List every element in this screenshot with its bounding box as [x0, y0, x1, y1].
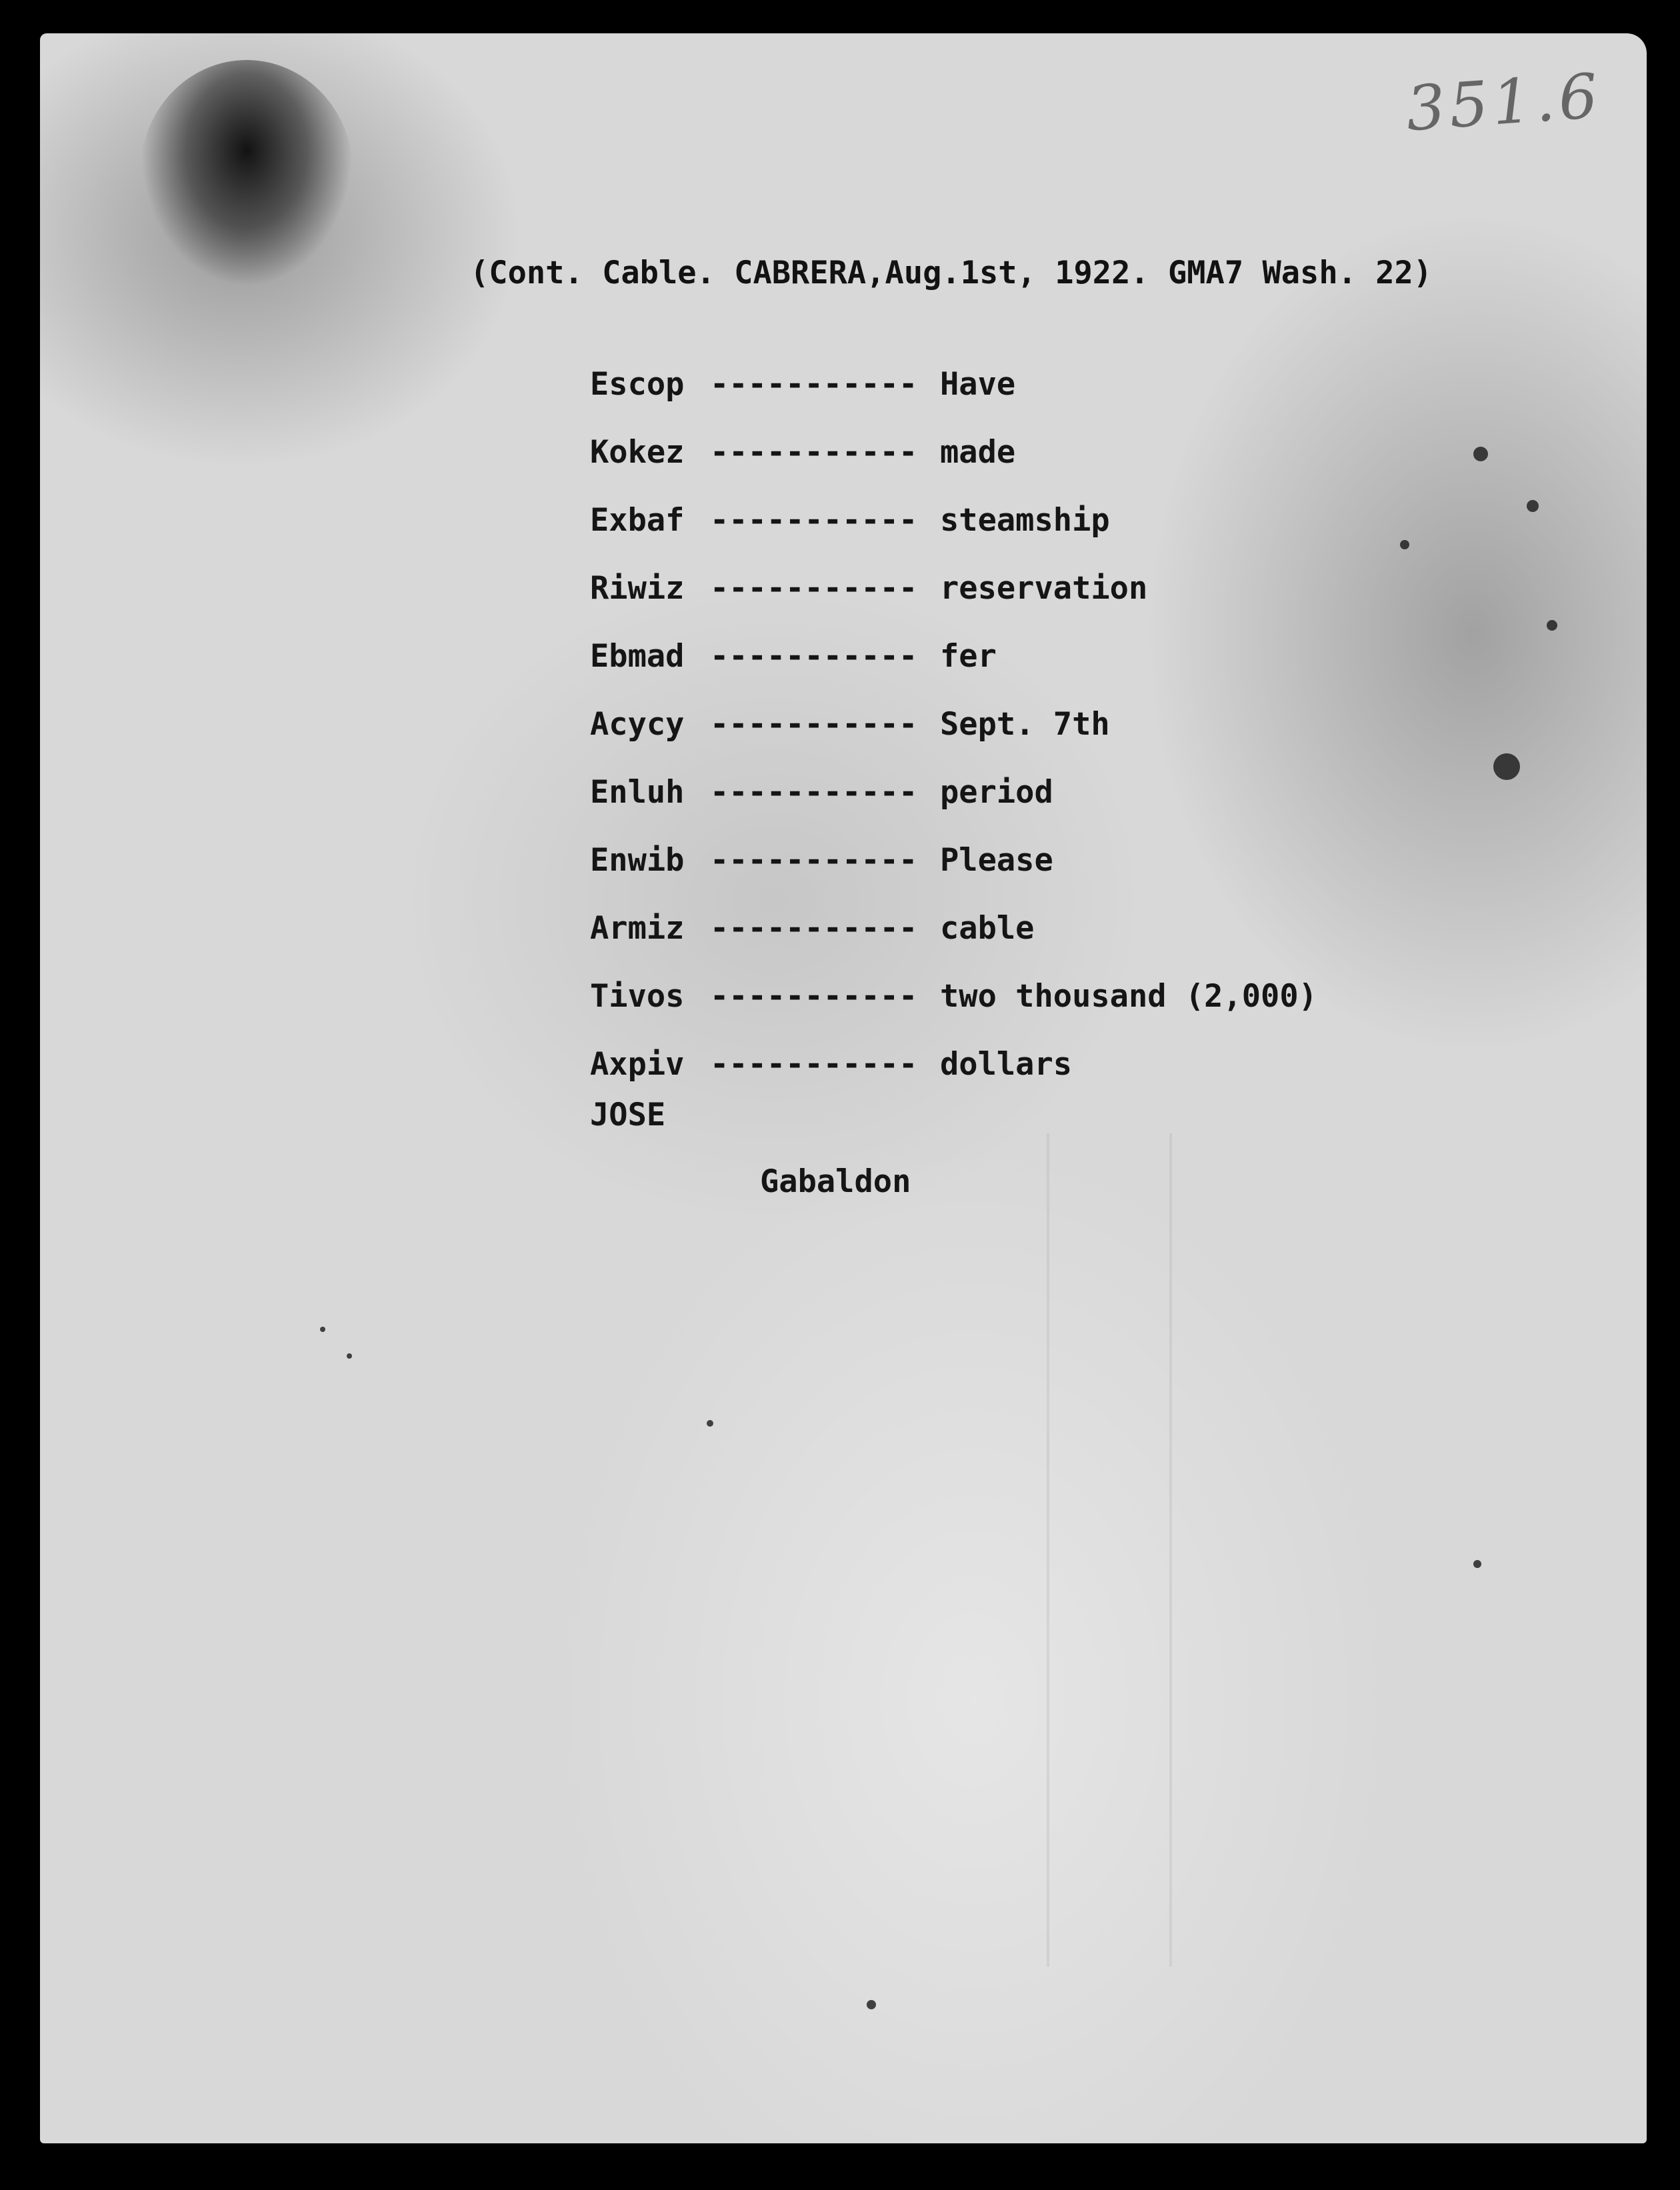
- dash-leader: -----------: [710, 637, 918, 675]
- dash-leader: -----------: [710, 365, 918, 403]
- code-meaning: Please: [940, 841, 1053, 879]
- code-row: [590, 554, 1490, 622]
- dash-leader: -----------: [710, 433, 918, 471]
- code-row: [590, 350, 1490, 418]
- code-row: [590, 894, 1490, 962]
- dash-leader: -----------: [710, 569, 918, 607]
- code-meaning: fer: [940, 637, 997, 675]
- speck: [1527, 500, 1539, 512]
- code-word: Enwib: [590, 841, 685, 879]
- code-word: Kokez: [590, 433, 685, 471]
- code-meaning: Sept. 7th: [940, 705, 1110, 743]
- code-word: Axpiv: [590, 1045, 685, 1083]
- code-word: Tivos: [590, 977, 685, 1015]
- dash-leader: -----------: [710, 977, 918, 1015]
- code-row: [590, 758, 1490, 826]
- code-meaning: Have: [940, 365, 1016, 403]
- cable-heading: (Cont. Cable. CABRERA,Aug.1st, 1922. GMA7 Wash. 22): [470, 255, 1433, 291]
- code-word: Exbaf: [590, 501, 685, 539]
- dash-leader: -----------: [710, 705, 918, 743]
- code-word: Riwiz: [590, 569, 685, 607]
- folio-annotation: 351.6: [1403, 60, 1604, 145]
- code-word: Acycy: [590, 705, 685, 743]
- speck: [1473, 1560, 1481, 1568]
- code-row: [590, 418, 1490, 486]
- code-row: [590, 1030, 1490, 1098]
- code-row: [590, 962, 1490, 1030]
- ink-stain: [140, 60, 353, 287]
- speck: [320, 1327, 325, 1332]
- paper-watermark: [1047, 1133, 1172, 1967]
- code-meaning: steamship: [940, 501, 1110, 539]
- code-meaning: dollars: [940, 1045, 1073, 1083]
- signature-first-name: JOSE: [590, 1097, 666, 1133]
- code-row: [590, 690, 1490, 758]
- dash-leader: -----------: [710, 841, 918, 879]
- code-meaning: cable: [940, 909, 1035, 947]
- code-word: Escop: [590, 365, 685, 403]
- dash-leader: -----------: [710, 909, 918, 947]
- speck: [1493, 753, 1520, 780]
- code-row: [590, 622, 1490, 690]
- signature-last-name: Gabaldon: [760, 1163, 911, 1200]
- code-meaning: two thousand (2,000): [940, 977, 1317, 1015]
- code-word: Armiz: [590, 909, 685, 947]
- code-list: [590, 350, 1490, 1098]
- speck: [1547, 620, 1557, 631]
- dash-leader: -----------: [710, 501, 918, 539]
- dash-leader: -----------: [710, 773, 918, 811]
- speck: [707, 1420, 713, 1427]
- code-word: Enluh: [590, 773, 685, 811]
- code-meaning: made: [940, 433, 1016, 471]
- code-meaning: period: [940, 773, 1053, 811]
- code-word: Ebmad: [590, 637, 685, 675]
- speck: [347, 1353, 352, 1359]
- code-row: [590, 826, 1490, 894]
- code-row: [590, 486, 1490, 554]
- speck: [867, 2000, 876, 2009]
- dash-leader: -----------: [710, 1045, 918, 1083]
- code-meaning: reservation: [940, 569, 1148, 607]
